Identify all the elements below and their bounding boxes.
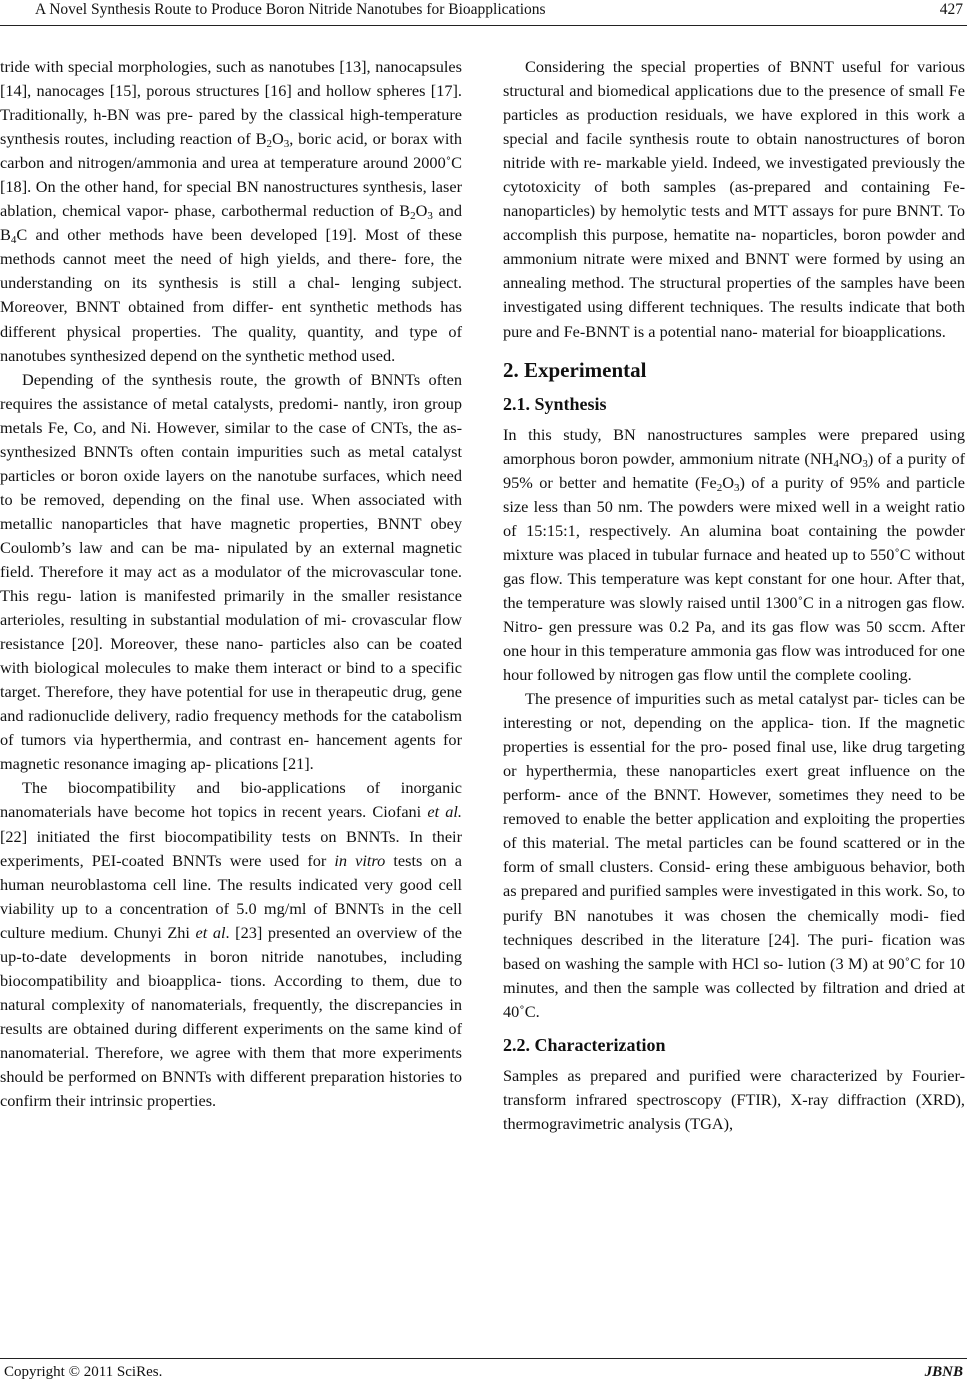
journal-name: JBNB [924, 1364, 963, 1380]
paragraph: The presence of impurities such as metal catalyst par- ticles can be interesting or not, depending on the applica- tion. If the magnetic properties is essential for the pro- posed final use, like drug targeting or hyperthermia, these nanoparticles exert great influence on the perform- ance of the BNNT. However, sometimes they need to be removed to enable the better application and exploiting the properties of this material. The metal particles can be found scattered or in the form of small clusters. Consid- ering these ambiguous behavior, both as prepared and purified samples were investigated in this work. So, to purify BN nanotubes it was chosen the chemically modi- fied techniques described in the literature [24]. The puri- fication was based on washing the sample with HCl so- lution (3 M) at 90˚C for 10 minutes, and then the sample was collected by filtration and dried at 40˚C. [503, 689, 965, 1021]
paragraph: In this study, BN nanostructures samples were prepared using amorphous boron powder, ammonium nitrate $(NH_4NO_3)$ of a purity of 95% or better and hematite $(Fe_2O_3)$ of a purity of 95% and particle size less than 50 nm. The powders were mixed well in a weight ratio of 15:15:1, respectively. An alumina boat containing the powder mixture was placed in tubular furnace and heated up to 550˚C without gas flow. This temperature was kept constant for one hour. After that, the temperature was slowly raised until 1300˚C in a nitrogen gas flow. Nitro- gen pressure was 0.2 Pa, and its gas flow was 50 sccm. After one hour in this temperature ammonia gas flow was introduced for one hour followed by nitrogen gas flow until the complete cooling. [503, 424, 966, 685]
header-rule [0, 25, 967, 26]
right-column [503, 55, 965, 1136]
footer-rule [0, 1358, 967, 1359]
page-number: 427 [939, 1, 963, 18]
copyright: Copyright © 2011 SciRes. [4, 1364, 163, 1380]
left-column [0, 55, 462, 1113]
paragraph: Samples as prepared and purified were characterized by Fourier-transform infrared spectroscopy (FTIR), X-ray diffraction (XRD), thermogravimetric analysis (TGA), [503, 1065, 965, 1133]
paragraph: Considering the special properties of BNNT useful for various structural and biomedical applications due to the presence of small Fe particles as production residuals, we have explored in this work a special and facile synthesis route to obtain nanostructures of boron nitride with re- markable yield. Indeed, we investigated previously the cytotoxicity of both samples (as-prepared and containing Fe-nanoparticles) by hemolytic tests and MTT assays for pure BNNT. To accomplish this purpose, hematite na- noparticles, boron powder and ammonium nitrate were mixed and BNNT were formed by using an annealing method. The structural properties of the samples have been investigated using different techniques. The results indicate that both pure and Fe-BNNT is a potential nano- material for bioapplications. [503, 57, 965, 341]
paragraph: Depending of the synthesis route, the growth of BNNTs often requires the assistance of metal catalysts, predomi- nantly, iron group metals Fe, Co, and Ni. However, similar to the case of CNTs, the as-synthesized BNNTs often contain impurities such as metal catalyst particles or boron oxide layers on the nanotube surfaces, which need to be removed, depending on the final use. When associated with metallic nanoparticles that have magnetic properties, BNNT obey Coulomb’s law and can be ma- nipulated by an external magnetic field. Therefore it may act as a modulator of the microvascular tone. This regu- lation is manifested primarily in the smaller resistance arterioles, resulting in substantial modulation of mi- crovascular flow resistance [20]. Moreover, these nano- particles also can be coated with biological molecules to make them interact or bind to a specific target. Therefore, they have potential for use in therapeutic drug, gene and radionuclide delivery, radio frequency methods for the catabolism of tumors via hyperthermia, and contrast en- hancement agents for magnetic resonance imaging ap- plications [21]. [0, 369, 462, 774]
section-heading: 2. Experimental [503, 357, 647, 382]
page-footer [0, 1356, 967, 1386]
subsection-heading: 2.2. Characterization [503, 1034, 666, 1055]
paragraph: tride with special morphologies, such as nanotubes [13], nanocapsules [14], nanocages [15], porous structures [16] and hollow spheres [17]. Traditionally, h-BN was pre- pared by the classical high-temperature synthesis routes, including reaction of $B_2O_3$, boric acid, or borax with carbon and nitrogen/ammonia and urea at temperature around 2000˚C [18]. On the other hand, for special BN nanostructures synthesis, laser ablation, chemical vapor- phase, carbothermal reduction of $B_2O_3$ and $B_4C$ and other methods have been developed [19]. Most of these methods cannot meet the need of high yields, and there- fore, the understanding on its synthesis is still a chal- lenging subject. Moreover, BNNT obtained from differ- ent synthetic methods has different physical properties. The quality, quantity, and type of nanotubes synthesized depend on the synthetic method used. [0, 57, 463, 365]
page-header [0, 0, 967, 26]
paragraph: The biocompatibility and bio-applications of inorganic nanomaterials have become hot topics in recent years. Ciofani et al. [22] initiated the first biocompatibility tests on BNNTs. In their experiments, PEI-coated BNNTs were used for in vitro tests on a human neuroblastoma cell line. The results indicated very good cell viability up to a concentration of 5.0 mg/ml of BNNTs in the cell culture medium. Chunyi Zhi et al. [23] presented an overview of the up-to-date developments in boron nitride nanotubes, including biocompatibility and bioapplica- tions. According to them, due to natural complexity of nanomaterials, frequently, the discrepancies in results are obtained during different experiments on the same kind of nanomaterial. Therefore, we agree with them that more experiments should be performed on BNNTs with different preparation histories to confirm their intrinsic properties. [0, 778, 463, 1111]
subsection-heading: 2.1. Synthesis [503, 393, 607, 414]
running-title: A Novel Synthesis Route to Produce Boron Nitride Nanotubes for Bioapplications [35, 1, 546, 18]
